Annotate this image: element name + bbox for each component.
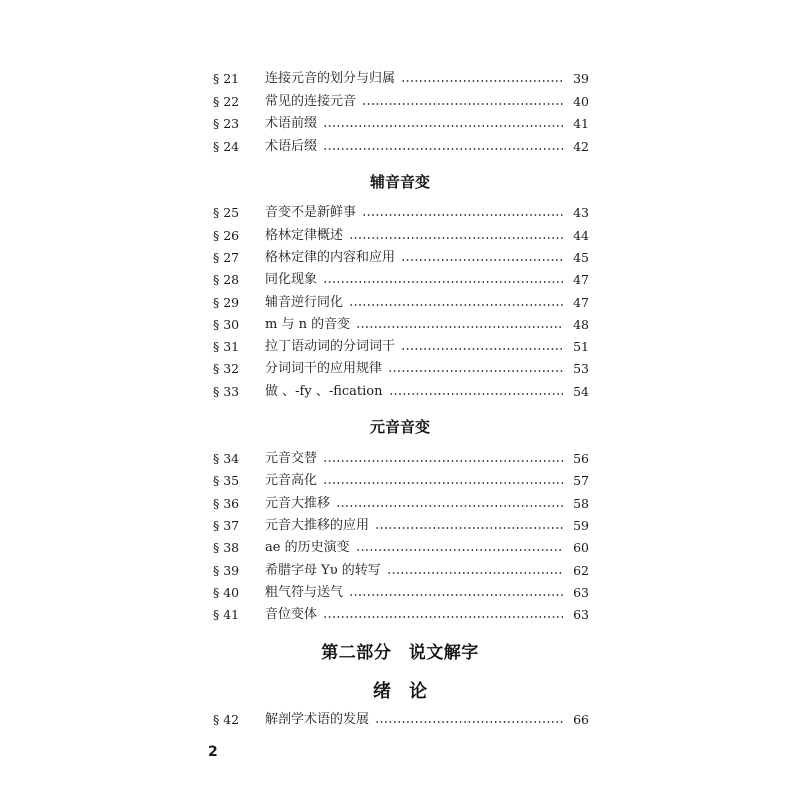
dot-leader [388,370,563,372]
entry-title: 粗气符与送气 [265,585,344,600]
page-ref: 41 [573,116,589,131]
entry-title: 做 、-fy 、-fication [265,384,383,399]
section-number: § 22 [213,94,240,109]
page-ref: 47 [573,272,589,287]
dot-leader [375,527,563,529]
dot-leader [362,214,563,216]
dot-leader [401,348,563,350]
section-number: § 23 [213,116,240,131]
dot-leader [336,505,563,507]
section-number: § 42 [213,712,240,727]
toc-entry[interactable] [213,336,589,358]
dot-leader [375,721,563,723]
section-number: § 39 [213,563,240,578]
toc-entry[interactable] [213,292,589,314]
dot-leader [362,103,563,105]
entry-title: 分词词干的应用规律 [265,361,383,376]
toc-entry[interactable] [213,493,589,515]
section-number: § 28 [213,272,240,287]
page-ref: 40 [573,94,589,109]
toc-entry[interactable] [213,202,589,224]
page-ref: 66 [573,712,589,727]
dot-leader [349,594,563,596]
toc-entry[interactable] [213,113,589,135]
page-ref: 48 [573,317,589,332]
dot-leader [323,125,563,127]
toc-entry[interactable] [213,247,589,269]
page-ref: 47 [573,295,589,310]
section-number: § 34 [213,451,240,466]
section-number: § 40 [213,585,240,600]
toc-entry[interactable] [213,91,589,113]
dot-leader [323,616,563,618]
page-ref: 51 [573,339,589,354]
dot-leader [401,80,563,82]
section-number: § 24 [213,139,240,154]
page-ref: 62 [573,563,589,578]
dot-leader [356,549,563,551]
section-number: § 35 [213,473,240,488]
section-number: § 37 [213,518,240,533]
section-number: § 30 [213,317,240,332]
dot-leader [401,259,563,261]
section-number: § 38 [213,540,240,555]
page-ref: 45 [573,250,589,265]
entry-title: 元音大推移 [265,496,331,511]
entry-title: m 与 n 的音变 [265,317,351,332]
section-number: § 31 [213,339,240,354]
section-heading: 辅音音变 [369,173,430,191]
page-ref: 60 [573,540,589,555]
section-number: § 33 [213,384,240,399]
entry-title: 辅音逆行同化 [265,295,344,310]
toc-entry[interactable] [213,225,589,247]
entry-title: 元音交替 [265,451,318,466]
toc-entry[interactable] [213,537,589,559]
page-ref: 59 [573,518,589,533]
toc-entry[interactable] [213,709,589,731]
toc-entry[interactable] [213,448,589,470]
section-number: § 27 [213,250,240,265]
page-ref: 39 [573,71,589,86]
section-number: § 21 [213,71,240,86]
dot-leader [349,304,563,306]
toc-entry[interactable] [213,68,589,90]
toc-entry[interactable] [213,314,589,336]
entry-title: 元音大推移的应用 [265,518,370,533]
toc-entry[interactable] [213,560,589,582]
entry-title: 元音高化 [265,473,318,488]
toc-entry[interactable] [213,470,589,492]
entry-title: 格林定律的内容和应用 [265,250,396,265]
entry-title: 希腊字母 Yυ 的转写 [265,563,381,578]
entry-title: 常见的连接元音 [265,94,357,109]
section-number: § 26 [213,228,240,243]
dot-leader [323,281,563,283]
entry-title: ae 的历史演变 [265,540,350,555]
toc-entry[interactable] [213,381,589,403]
toc-entry[interactable] [213,604,589,626]
section-number: § 25 [213,205,240,220]
page-ref: 53 [573,361,589,376]
toc-entry[interactable] [213,269,589,291]
toc-entry[interactable] [213,136,589,158]
page-ref: 58 [573,496,589,511]
dot-leader [389,393,564,395]
section-number: § 32 [213,361,240,376]
entry-title: 同化现象 [265,272,318,287]
page-ref: 57 [573,473,589,488]
entry-title: 拉丁语动词的分词词干 [265,339,396,354]
intro-heading: 绪 论 [373,681,427,702]
dot-leader [349,237,563,239]
entry-title: 连接元音的划分与归属 [265,71,396,86]
dot-leader [356,326,563,328]
section-heading: 元音音变 [369,418,430,436]
toc-entry[interactable] [213,582,589,604]
page-ref: 63 [573,607,589,622]
page-number: 2 [208,744,218,760]
page-ref: 44 [573,228,589,243]
dot-leader [323,148,563,150]
entry-title: 术语前缀 [265,116,318,131]
page-ref: 42 [573,139,589,154]
entry-title: 解剖学术语的发展 [265,712,370,727]
entry-title: 格林定律概述 [265,228,344,243]
page-ref: 54 [573,384,589,399]
section-number: § 29 [213,295,240,310]
dot-leader [323,482,563,484]
page-ref: 63 [573,585,589,600]
entry-title: 音位变体 [265,607,318,622]
toc-entry[interactable] [213,515,589,537]
dot-leader [323,460,563,462]
entry-title: 音变不是新鲜事 [265,205,357,220]
dot-leader [387,572,563,574]
page-ref: 56 [573,451,589,466]
page-ref: 43 [573,205,589,220]
entry-title: 术语后缀 [265,139,318,154]
section-number: § 36 [213,496,240,511]
part-title: 第二部分 说文解字 [321,643,479,663]
section-number: § 41 [213,607,240,622]
toc-entry[interactable] [213,358,589,380]
